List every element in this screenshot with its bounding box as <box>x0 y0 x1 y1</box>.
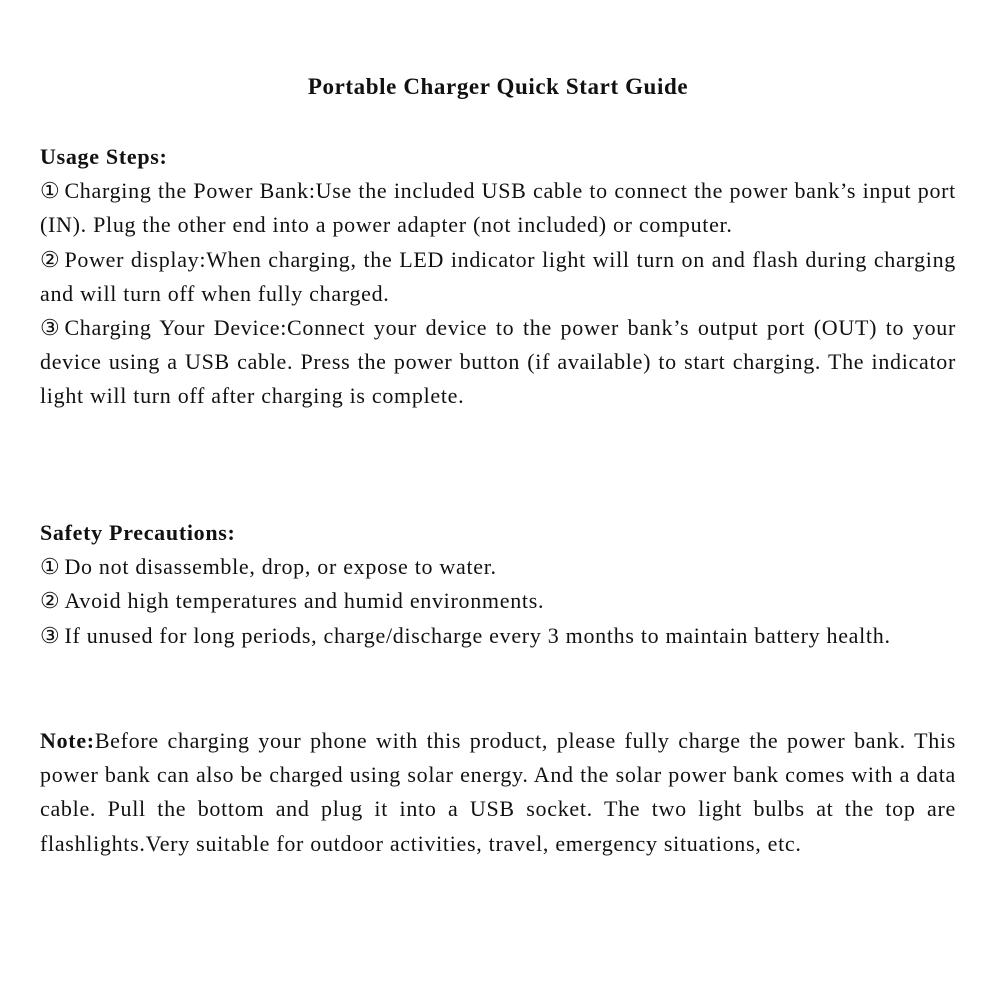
step-text: Power display:When charging, the LED indicator light will turn on and flash during charging and will turn off when fully charged. <box>40 246 956 306</box>
note-section <box>40 724 956 861</box>
note-paragraph <box>40 724 956 861</box>
safety-precautions-section <box>40 516 956 653</box>
item-text: If unused for long periods, charge/discharge every 3 months to maintain battery health. <box>64 622 891 648</box>
usage-step-2 <box>40 243 956 311</box>
usage-steps-section <box>40 140 956 414</box>
note-label: Note: <box>40 728 95 753</box>
usage-step-3 <box>40 311 956 414</box>
usage-step-1 <box>40 174 956 242</box>
usage-steps-heading: Usage Steps: <box>40 144 168 169</box>
safety-item-1 <box>40 550 956 584</box>
step-text: Charging Your Device:Connect your device to the power bank’s output port (OUT) to your device using a USB cable. Press the power button (if available) to start charging. The indicator light will turn off after charging is complete. <box>40 315 956 409</box>
note-text: Before charging your phone with this product, please fully charge the power bank. This power bank can also be charged using solar energy. And the solar power bank comes with a data cable. Pull the bottom and plug it into a USB socket. The two light bulbs at the top are flashlights.Very suitable for outdoor activities, travel, emergency situations, etc. <box>40 728 956 856</box>
safety-item-2 <box>40 584 956 618</box>
safety-precautions-heading: Safety Precautions: <box>40 520 236 545</box>
document-title: Portable Charger Quick Start Guide <box>307 74 689 99</box>
item-text: Do not disassemble, drop, or expose to water. <box>64 554 497 580</box>
step-text: Charging the Power Bank:Use the included USB cable to connect the power bank’s input port (IN). Plug the other end into a power adapter (not included) or computer. <box>40 178 956 238</box>
step-number: ① <box>40 178 61 204</box>
item-number: ① <box>40 554 61 580</box>
step-number: ③ <box>40 315 61 341</box>
document-page <box>40 0 956 1000</box>
safety-item-3 <box>40 619 956 653</box>
step-number: ② <box>40 246 61 272</box>
item-number: ② <box>40 588 61 614</box>
item-number: ③ <box>40 622 61 648</box>
item-text: Avoid high temperatures and humid environments. <box>64 588 545 614</box>
